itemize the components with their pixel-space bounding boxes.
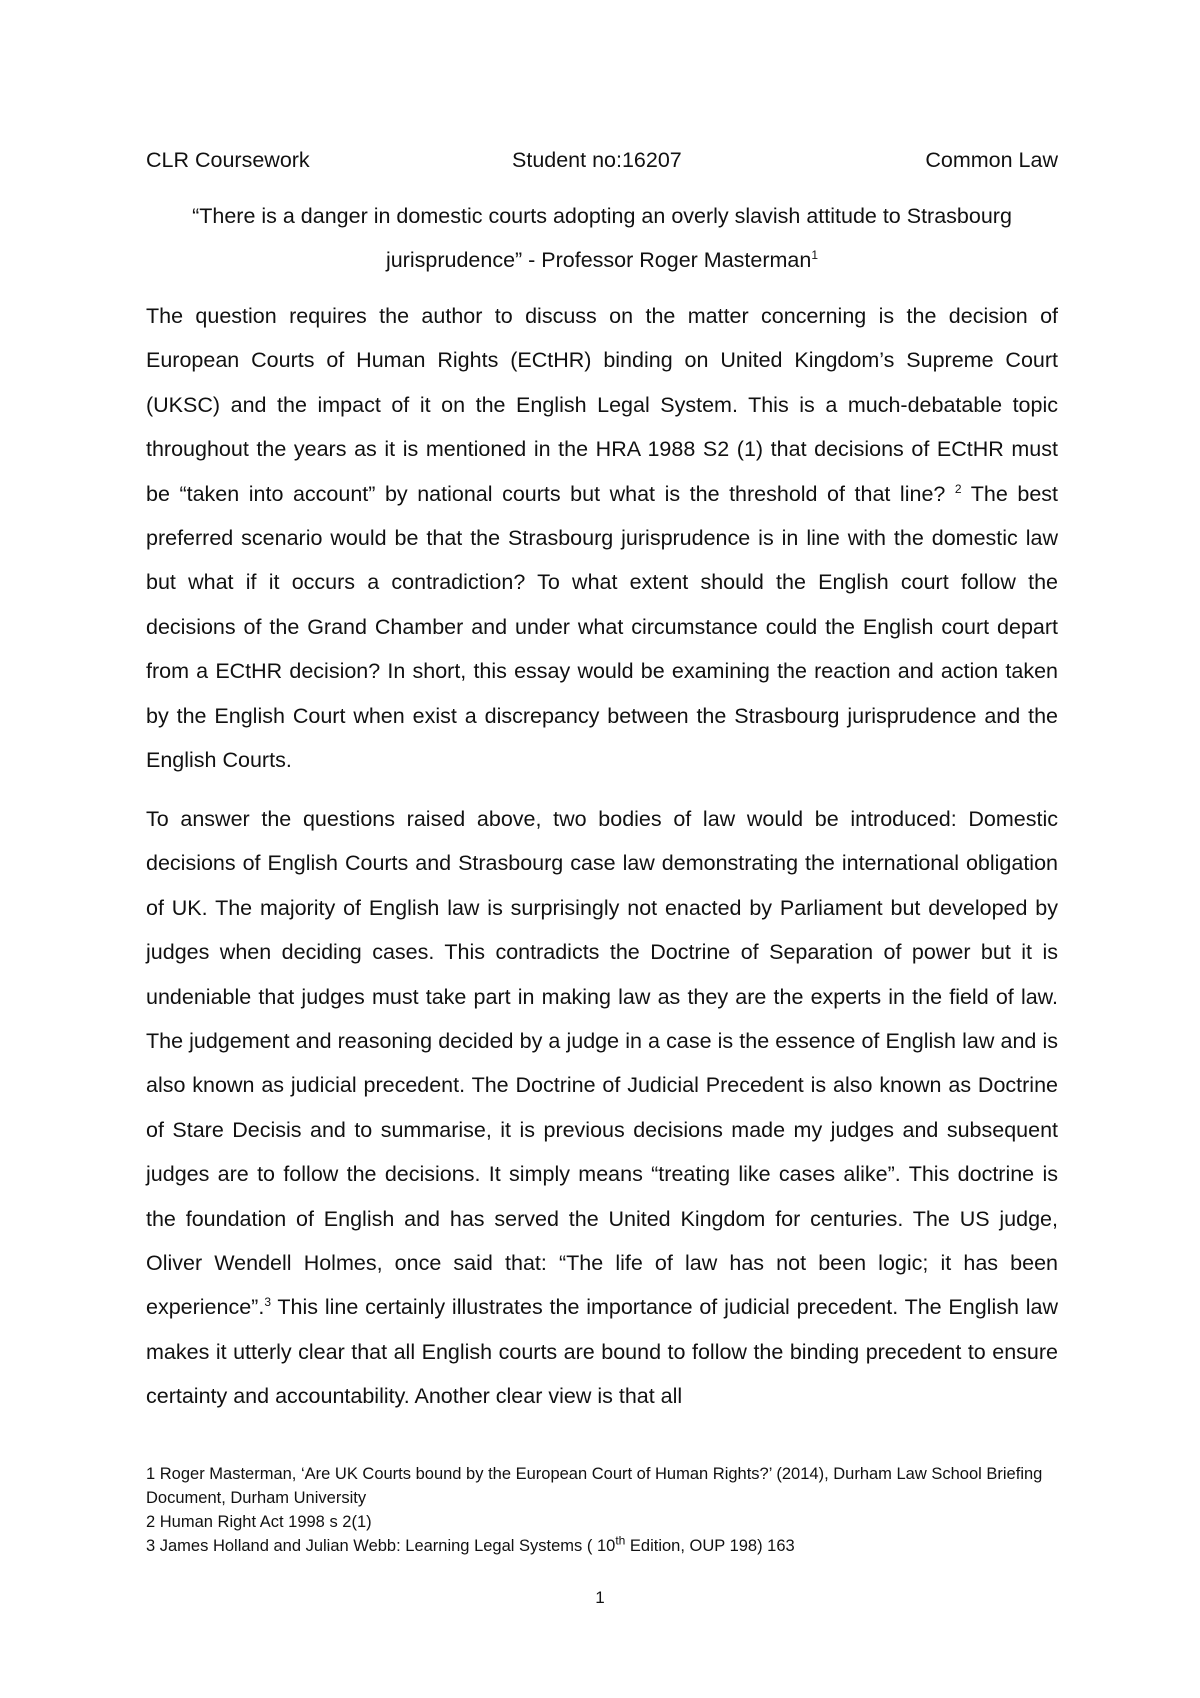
para1-text-b: The best preferred scenario would be that the Strasbourg jurisprudence is in line with the domestic law but what if it occurs a contradiction? To what extent should the English court follow the decisions of the Grand Chamber and under what circumstance could the English court depart from a ECtHR decision? In short, this essay would be examining the reaction and action taken by the English Court when exist a discrepancy between the Strasbourg jurisprudence and the English Courts. [146,481,1058,773]
para1-text-a: The question requires the author to discuss on the matter concerning is the decision of European Courts of Human Rights (ECtHR) binding on United Kingdom’s Supreme Court (UKSC) and the impact of it on the English Legal System. This is a much-debatable topic throughout the years as it is mentioned in the HRA 1988 S2 (1) that decisions of ECtHR must be “taken into account” by national courts but what is the threshold of that line? [146,304,1058,506]
footnote-3-text-a: 3 James Holland and Julian Webb: Learning Legal Systems ( 10 [146,1537,616,1555]
page-header [146,148,1058,178]
body-paragraph-1 [146,294,1058,782]
footnotes-section [146,1462,1058,1558]
quote-text: “There is a danger in domestic courts adopting an overly slavish attitude to Strasbourg jurisprudence” - Professor Roger Masterman [192,204,1012,272]
para2-text-b: This line certainly illustrates the importance of judicial precedent. The English law makes it utterly clear that all English courts are bound to follow the binding precedent to ensure certainty and accountability. Another clear view is that all [146,1295,1058,1409]
footnote-1: 1 Roger Masterman, ‘Are UK Courts bound by the European Court of Human Rights?’ (2014), Durham Law School Briefing Document, Durham University [146,1465,1043,1507]
footnote-ref-1: 1 [811,247,819,262]
header-coursework-label: CLR Coursework [146,148,310,172]
page-number: 1 [595,1588,605,1607]
footnote-2: 2 Human Right Act 1998 s 2(1) [146,1513,372,1531]
header-subject: Common Law [925,148,1058,172]
body-paragraph-2 [146,797,1058,1419]
header-student-number: Student no:16207 [512,148,682,172]
footnote-3-superscript: th [615,1533,626,1548]
essay-question-quote [146,194,1058,282]
footnote-ref-3: 3 [264,1295,272,1310]
footnote-3 [146,1534,1058,1558]
para2-text-a: To answer the questions raised above, two bodies of law would be introduced: Domestic decisions of English Courts and Strasbourg case law demonstrating the international obligation of UK. The majority of English law is surprisingly not enacted by Parliament but developed by judges when deciding cases. This contradicts the Doctrine of Separation of power but it is undeniable that judges must take part in making law as they are the experts in the field of law. The judgement and reasoning decided by a judge in a case is the essence of English law and is also known as judicial precedent. The Doctrine of Judicial Precedent is also known as Doctrine of Stare Decisis and to summarise, it is previous decisions made my judges and subsequent judges are to follow the decisions. It simply means “treating like cases alike”. This doctrine is the foundation of English and has served the United Kingdom for centuries. The US judge, Oliver Wendell Holmes, once said that: “The life of law has not been logic; it has been experience”. [146,807,1058,1320]
footnote-3-text-b: Edition, OUP 198) 163 [625,1537,795,1555]
footnote-ref-2: 2 [954,481,962,496]
